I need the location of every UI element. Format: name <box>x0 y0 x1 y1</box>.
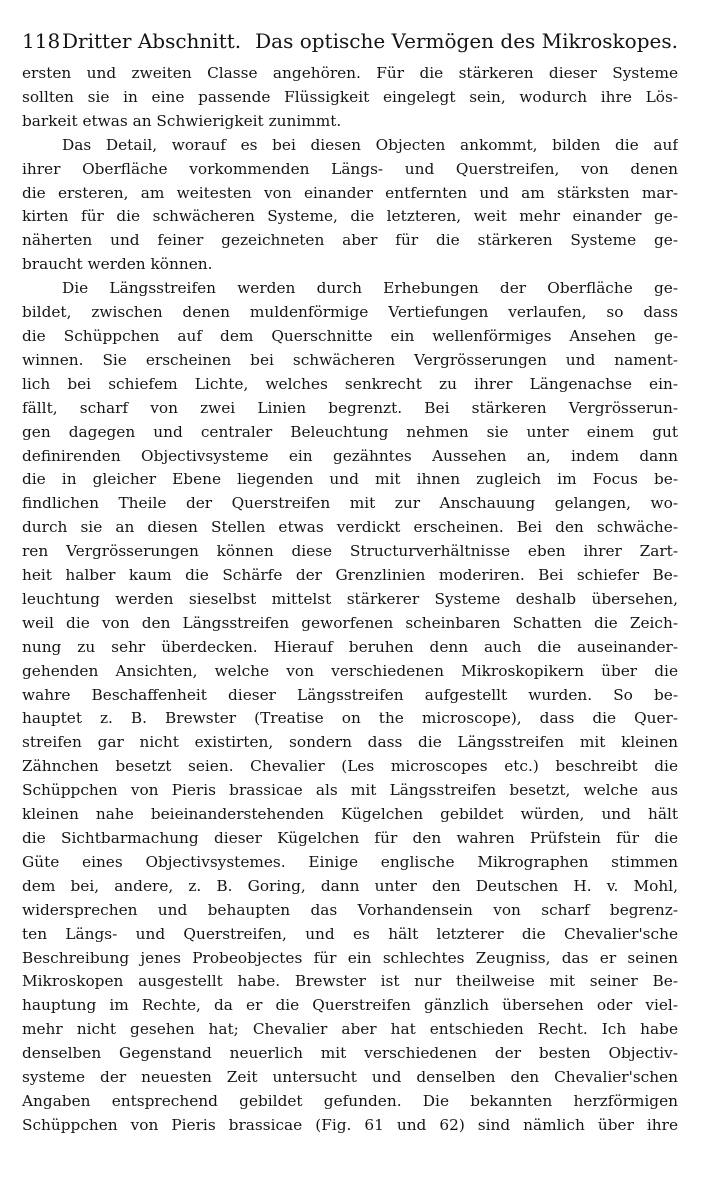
text-line: barkeit etwas an Schwierigkeit zunimmt. <box>22 111 342 130</box>
text-line: findlichen Theile der Querstreifen mit zur Anschauung gelangen, wo- <box>22 494 678 513</box>
text-line: ihrer Oberfläche vorkommenden Längs- und Querstreifen, von denen <box>22 159 678 178</box>
text-line: die Sichtbarmachung dieser Kügelchen für den wahren Prüfstein für die <box>22 829 678 847</box>
text-line: winnen. Sie erscheinen bei schwächeren Vergrösserungen und nament- <box>22 350 678 369</box>
text-line: die Schüppchen auf dem Querschnitte ein wellenförmiges Ansehen ge- <box>22 326 678 345</box>
text-line: Angaben entsprechend gebildet gefunden. Die bekannten herzförmigen <box>22 1091 678 1110</box>
text-line: gehenden Ansichten, welche von verschiedenen Mikroskopikern über die <box>22 661 678 680</box>
text-line: Die Längsstreifen werden durch Erhebungen der Oberfläche ge- <box>62 279 678 298</box>
text-line: denselben Gegenstand neuerlich mit verschiedenen der besten Objectiv- <box>22 1044 678 1063</box>
page-number: 118 <box>22 29 61 53</box>
text-line: braucht werden können. <box>22 255 213 274</box>
text-line: definirenden Objectivsysteme ein gezähntes Aussehen an, indem dann <box>22 446 678 465</box>
text-line: hauptet z. B. Brewster (Treatise on the microscope), dass die Quer- <box>22 709 678 728</box>
text-line: widersprechen und behaupten das Vorhandensein von scharf begrenz- <box>22 900 678 919</box>
text-line: Das Detail, worauf es bei diesen Objecten ankommt, bilden die auf <box>62 135 678 154</box>
body-text <box>22 62 678 1138</box>
text-line: mehr nicht gesehen hat; Chevalier aber hat entschieden Recht. Ich habe <box>22 1020 678 1039</box>
text-line: ersten und zweiten Classe angehören. Für die stärkeren dieser Systeme <box>22 64 678 82</box>
text-line: näherten und feiner gezeichneten aber für die stärkeren Systeme ge- <box>22 231 678 250</box>
text-line: weil die von den Längsstreifen geworfenen scheinbaren Schatten die Zeich- <box>22 613 678 632</box>
text-line: ten Längs- und Querstreifen, und es hält letzterer die Chevalier'sche <box>22 924 678 943</box>
text-line: gen dagegen und centraler Beleuchtung nehmen sie unter einem gut <box>22 422 678 441</box>
text-line: dem bei, andere, z. B. Goring, dann unter den Deutschen H. v. Mohl, <box>22 876 678 895</box>
text-line: Beschreibung jenes Probeobjectes für ein schlechtes Zeugniss, das er seinen <box>22 948 678 967</box>
text-line: Mikroskopen ausgestellt habe. Brewster ist nur theilweise mit seiner Be- <box>22 972 678 991</box>
text-line: hauptung im Rechte, da er die Querstreifen gänzlich übersehen oder viel- <box>22 996 678 1015</box>
text-line: streifen gar nicht existirten, sondern dass die Längsstreifen mit kleinen <box>22 733 678 752</box>
section-heading: Dritter Abschnitt. <box>62 29 242 53</box>
text-line: Güte eines Objectivsystemes. Einige englische Mikrographen stimmen <box>22 852 678 871</box>
running-title: Das optische Vermögen des Mikroskopes. <box>255 29 678 53</box>
text-line: nung zu sehr überdecken. Hierauf beruhen denn auch die auseinander- <box>22 637 678 656</box>
text-line: fällt, scharf von zwei Linien begrenzt. Bei stärkeren Vergrösserun- <box>22 398 678 417</box>
text-line: systeme der neuesten Zeit untersucht und denselben den Chevalier'schen <box>22 1068 678 1087</box>
text-line: heit halber kaum die Schärfe der Grenzlinien moderiren. Bei schiefer Be- <box>22 566 678 585</box>
text-line: kleinen nahe beieinanderstehenden Kügelchen gebildet würden, und hält <box>22 805 678 824</box>
text-line: durch sie an diesen Stellen etwas verdickt erscheinen. Bei den schwäche- <box>22 518 678 537</box>
text-line: lich bei schiefem Lichte, welches senkrecht zu ihrer Längenachse ein- <box>22 374 678 393</box>
text-line: Schüppchen von Pieris brassicae als mit Längsstreifen besetzt, welche aus <box>22 781 678 800</box>
text-line: Zähnchen besetzt seien. Chevalier (Les microscopes etc.) beschreibt die <box>22 757 678 776</box>
text-line: bildet, zwischen denen muldenförmige Vertiefungen verlaufen, so dass <box>22 303 678 322</box>
text-line: kirten für die schwächeren Systeme, die letzteren, weit mehr einander ge- <box>22 207 678 226</box>
text-line: Schüppchen von Pieris brassicae (Fig. 61 und 62) sind nämlich über ihre <box>22 1115 678 1134</box>
running-header <box>22 28 678 54</box>
text-line: die ersteren, am weitesten von einander entfernten und am stärksten mar- <box>22 183 678 202</box>
text-line: leuchtung werden sieselbst mittelst stärkerer Systeme deshalb übersehen, <box>22 589 678 608</box>
text-line: die in gleicher Ebene liegenden und mit ihnen zugleich im Focus be- <box>22 470 678 489</box>
text-line: ren Vergrösserungen können diese Structurverhältnisse eben ihrer Zart- <box>22 542 678 561</box>
text-line: wahre Beschaffenheit dieser Längsstreifen aufgestellt wurden. So be- <box>22 685 678 704</box>
text-line: sollten sie in eine passende Flüssigkeit eingelegt sein, wodurch ihre Lös- <box>22 87 678 106</box>
